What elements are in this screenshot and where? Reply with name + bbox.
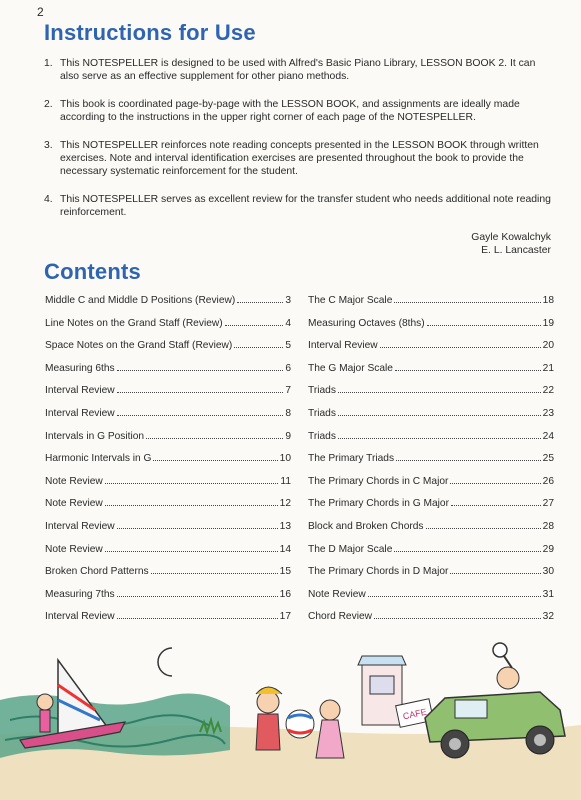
contents-entry — [308, 476, 554, 499]
contents-entry-page: 29 — [542, 543, 554, 555]
dot-leader — [117, 527, 278, 529]
instruction-text: This NOTESPELLER serves as excellent review for the transfer student who needs additional note reading reinforcement. — [60, 193, 551, 219]
contents-entry — [308, 318, 554, 341]
contents-entry-page: 25 — [542, 453, 554, 465]
sailboard-icon — [58, 660, 108, 735]
dot-leader — [338, 437, 541, 439]
contents-entry-page: 8 — [285, 407, 291, 419]
contents-entry-title: Interval Review — [45, 611, 115, 623]
surfer-figure — [37, 694, 53, 710]
contents-entry-page: 31 — [542, 588, 554, 600]
contents-entry — [308, 544, 554, 567]
dot-leader — [117, 617, 278, 619]
contents-entry-title: Middle C and Middle D Positions (Review) — [45, 295, 236, 306]
instruction-number: 1. — [44, 58, 53, 69]
contents-entry-page: 12 — [279, 498, 291, 510]
contents-entry — [308, 566, 554, 589]
cafe-stand — [362, 665, 402, 725]
driver-figure — [497, 667, 519, 689]
contents-entry-title: The Primary Chords in D Major — [308, 566, 449, 578]
dot-leader — [237, 301, 283, 303]
contents-entry-title: Note Review — [45, 498, 103, 510]
instruction-item — [44, 98, 554, 125]
contents-entry — [308, 431, 554, 454]
instruction-text: This NOTESPELLER reinforces note reading concepts presented in the LESSON BOOK through written exercises. Note and interval identification exercises are presented throughout the book to provide the necessary systematic reinforcement for the student. — [60, 139, 539, 178]
dot-leader — [380, 346, 541, 348]
instructions-list — [44, 57, 554, 234]
dot-leader — [117, 414, 284, 416]
dot-leader — [105, 550, 278, 552]
contents-entry-title: Triads — [308, 430, 336, 442]
contents-entry-title: Intervals in G Position — [45, 430, 145, 442]
contents-entry — [45, 544, 291, 567]
contents-entry-title: Interval Review — [45, 407, 115, 419]
contents-entry-page: 18 — [542, 295, 554, 306]
magnifier-icon — [493, 643, 507, 657]
contents-entry — [308, 408, 554, 431]
contents-entry-title: The G Major Scale — [308, 362, 393, 374]
beach-illustration — [0, 640, 581, 800]
contents-entry — [45, 521, 291, 544]
cafe-sign-text: CAFE — [402, 706, 428, 722]
contents-entry-title: Interval Review — [45, 385, 115, 397]
dot-leader — [426, 527, 541, 529]
contents-entry — [308, 295, 554, 318]
page-number: 2 — [37, 5, 44, 19]
contents-entry-title: Chord Review — [308, 611, 372, 623]
dot-leader — [117, 391, 284, 393]
contents-entry-page: 4 — [285, 317, 291, 329]
dot-leader — [105, 482, 279, 484]
dot-leader — [105, 504, 278, 506]
contents-entry-page: 23 — [542, 407, 554, 419]
contents-entry-title: The C Major Scale — [308, 295, 393, 306]
contents-entry — [45, 498, 291, 521]
contents-entry-page: 24 — [542, 430, 554, 442]
dot-leader — [117, 369, 284, 371]
dot-leader — [450, 572, 540, 574]
contents-entry-title: Note Review — [308, 588, 366, 600]
contents-entry — [308, 385, 554, 408]
contents-entry-page: 6 — [285, 362, 291, 374]
instruction-number: 4. — [44, 193, 53, 205]
contents-entry — [308, 521, 554, 544]
contents-entry — [45, 431, 291, 454]
contents-entry-page: 5 — [285, 340, 291, 352]
contents-entry-page: 30 — [542, 566, 554, 578]
contents-entry-title: The Primary Chords in C Major — [308, 475, 449, 487]
instruction-number: 2. — [44, 98, 53, 110]
contents-entry-page: 7 — [285, 385, 291, 397]
dot-leader — [394, 301, 540, 303]
dot-leader — [374, 617, 541, 619]
dot-leader — [451, 504, 541, 506]
contents-entry-title: Measuring 7ths — [45, 588, 115, 600]
child-figure — [257, 691, 279, 713]
contents-entry — [45, 566, 291, 589]
contents-entry-title: Interval Review — [45, 520, 115, 532]
dot-leader — [368, 595, 541, 597]
contents-entry — [45, 476, 291, 499]
author-name: Gayle Kowalchyk — [471, 232, 551, 243]
contents-entry — [45, 589, 291, 612]
dot-leader — [338, 414, 541, 416]
instruction-item — [44, 57, 554, 84]
contents-entry-page: 16 — [279, 588, 291, 600]
contents-left-column — [45, 295, 291, 634]
instruction-text: This book is coordinated page-by-page with the LESSON BOOK, and assignments are ideally made according to the instructions in the upper right corner of each page of the NOTESPELLER. — [60, 98, 520, 124]
contents-entry-title: Broken Chord Patterns — [45, 566, 149, 578]
contents-entry-title: Note Review — [45, 475, 103, 487]
contents-entry — [308, 498, 554, 521]
contents-entry — [45, 385, 291, 408]
girl-figure — [320, 700, 340, 720]
contents-entry-page: 32 — [542, 611, 554, 623]
contents-entry-title: Interval Review — [308, 340, 378, 352]
contents-entry-title: Triads — [308, 407, 336, 419]
contents-entry-page: 3 — [285, 295, 291, 306]
dot-leader — [427, 324, 541, 326]
contents-entry-page: 19 — [542, 317, 554, 329]
moon-icon — [158, 648, 172, 676]
instructions-heading: Instructions for Use — [44, 20, 256, 45]
author-name: E. L. Lancaster — [481, 245, 551, 256]
dot-leader — [225, 324, 284, 326]
dot-leader — [396, 459, 541, 461]
instruction-text: This NOTESPELLER is designed to be used with Alfred's Basic Piano Library, LESSON BOOK 2. It can also serve as an effective supplement for other piano methods. — [60, 58, 536, 83]
dot-leader — [234, 346, 283, 348]
contents-entry-title: The Primary Triads — [308, 453, 395, 465]
contents-entry-title: Space Notes on the Grand Staff (Review) — [45, 340, 233, 352]
contents-entry-page: 28 — [542, 520, 554, 532]
contents-entry-page: 17 — [279, 611, 291, 623]
contents-entry-title: Triads — [308, 385, 336, 397]
contents-entry — [308, 453, 554, 476]
contents-entry-page: 20 — [542, 340, 554, 352]
contents-entry-page: 15 — [279, 566, 291, 578]
contents-right-column — [308, 295, 554, 634]
dot-leader — [153, 459, 277, 461]
contents-entry-page: 14 — [279, 543, 291, 555]
contents-entry-title: Line Notes on the Grand Staff (Review) — [45, 317, 223, 329]
dot-leader — [117, 595, 278, 597]
dot-leader — [395, 369, 541, 371]
instruction-item — [44, 193, 554, 220]
dot-leader — [394, 550, 540, 552]
contents-entry — [45, 453, 291, 476]
contents-heading: Contents — [44, 259, 141, 284]
contents-entry-title: Harmonic Intervals in G — [45, 453, 152, 465]
contents-entry — [308, 611, 554, 634]
contents-entry-title: Note Review — [45, 543, 103, 555]
contents-entry-page: 10 — [279, 453, 291, 465]
contents-entry-page: 27 — [542, 498, 554, 510]
dot-leader — [450, 482, 540, 484]
contents-entry-title: The Primary Chords in G Major — [308, 498, 449, 510]
contents-entry-title: Measuring 6ths — [45, 362, 115, 374]
contents-entry-page: 22 — [542, 385, 554, 397]
contents-entry — [308, 589, 554, 612]
contents-entry — [45, 408, 291, 431]
instruction-number: 3. — [44, 139, 53, 151]
dot-leader — [151, 572, 278, 574]
contents-entry — [45, 318, 291, 341]
contents-entry — [45, 611, 291, 634]
contents-entry-page: 11 — [280, 475, 291, 487]
contents-entry — [45, 363, 291, 386]
contents-entry — [45, 340, 291, 363]
instruction-item — [44, 139, 554, 179]
contents-entry-page: 21 — [542, 362, 554, 374]
contents-entry-title: The D Major Scale — [308, 543, 393, 555]
contents-entry-title: Block and Broken Chords — [308, 520, 424, 532]
contents-entry — [308, 340, 554, 363]
contents-entry-page: 13 — [279, 520, 291, 532]
contents-entry-title: Measuring Octaves (8ths) — [308, 317, 425, 329]
contents-entry — [45, 295, 291, 318]
dot-leader — [338, 391, 541, 393]
dot-leader — [146, 437, 283, 439]
contents-entry — [308, 363, 554, 386]
contents-entry-page: 26 — [542, 475, 554, 487]
contents-entry-page: 9 — [285, 430, 291, 442]
